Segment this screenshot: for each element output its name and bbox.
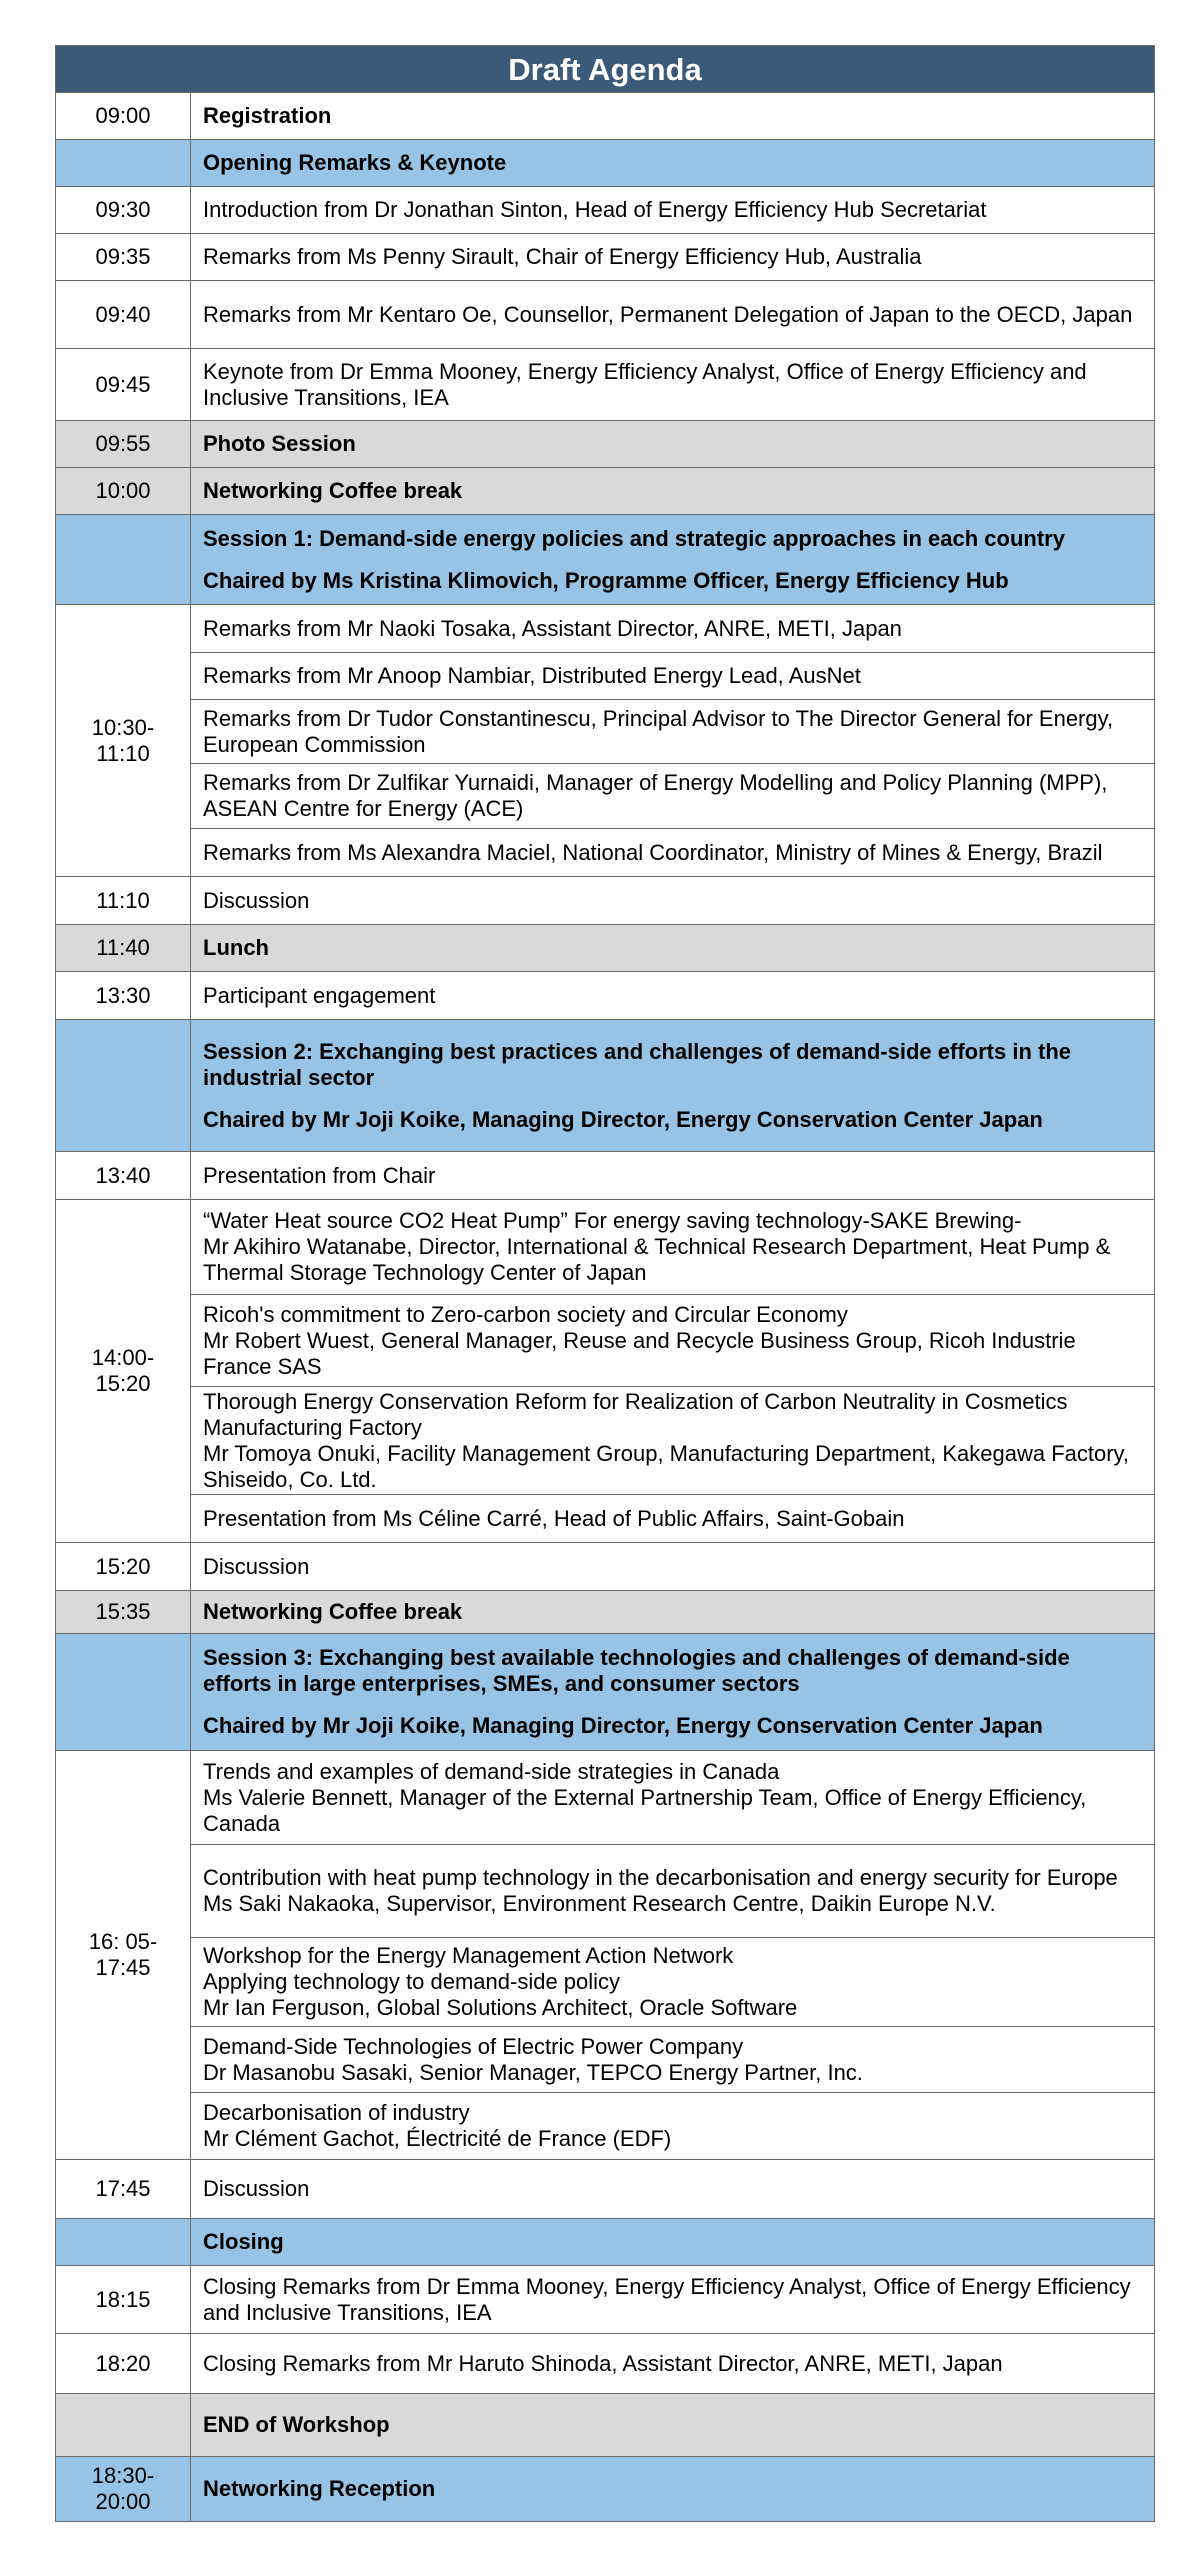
time-cell: 15:35 <box>56 1591 191 1634</box>
session-cell: Demand-Side Technologies of Electric Power Company Dr Masanobu Sasaki, Senior Manager, TEPCO Energy Partner, Inc. <box>191 2027 1155 2093</box>
time-cell: 09:40 <box>56 281 191 349</box>
agenda-row <box>56 234 1155 281</box>
time-cell <box>56 515 191 605</box>
agenda-row <box>56 877 1155 925</box>
session-cell: Lunch <box>191 925 1155 972</box>
time-cell: 10:30- 11:10 <box>56 605 191 877</box>
time-cell: 14:00- 15:20 <box>56 1200 191 1543</box>
session-cell: Discussion <box>191 877 1155 925</box>
session-cell: Presentation from Chair <box>191 1152 1155 1200</box>
session-cell: Remarks from Ms Penny Sirault, Chair of Energy Efficiency Hub, Australia <box>191 234 1155 281</box>
session-cell: Trends and examples of demand-side strategies in Canada Ms Valerie Bennett, Manager of the External Partnership Team, Office of Energy Efficiency, Canada <box>191 1751 1155 1845</box>
session-cell: Discussion <box>191 1543 1155 1591</box>
time-cell: 18:15 <box>56 2266 191 2334</box>
agenda-row <box>56 93 1155 140</box>
time-cell: 18:20 <box>56 2334 191 2394</box>
agenda-row <box>56 605 1155 653</box>
agenda-row <box>56 1020 1155 1152</box>
agenda-row <box>56 1200 1155 1295</box>
time-cell: 15:20 <box>56 1543 191 1591</box>
session-cell: Thorough Energy Conservation Reform for Realization of Carbon Neutrality in Cosmetics Manufacturing Factory Mr Tomoya Onuki, Facility Management Group, Manufacturing Department, Kakegawa Factory, Shiseido, Co. Ltd. <box>191 1387 1155 1495</box>
time-cell: 11:40 <box>56 925 191 972</box>
session-cell: Opening Remarks & Keynote <box>191 140 1155 187</box>
session-cell <box>191 1634 1155 1751</box>
agenda-row <box>56 1751 1155 1845</box>
agenda-row <box>56 2334 1155 2394</box>
agenda-row <box>56 1938 1155 2027</box>
agenda-row <box>56 1591 1155 1634</box>
session-chair: Chaired by Ms Kristina Klimovich, Programme Officer, Energy Efficiency Hub <box>203 567 1009 593</box>
session-cell: Closing Remarks from Dr Emma Mooney, Energy Efficiency Analyst, Office of Energy Efficiency and Inclusive Transitions, IEA <box>191 2266 1155 2334</box>
agenda-row <box>56 2266 1155 2334</box>
time-cell: 10:00 <box>56 468 191 515</box>
agenda-row <box>56 2394 1155 2457</box>
session-cell: Networking Coffee break <box>191 468 1155 515</box>
session-title: Session 3: Exchanging best available technologies and challenges of demand-side efforts in large enterprises, SMEs, and consumer sectors <box>203 1645 1070 1696</box>
agenda-row <box>56 349 1155 421</box>
agenda-row <box>56 1295 1155 1387</box>
session-cell: Remarks from Dr Zulfikar Yurnaidi, Manager of Energy Modelling and Policy Planning (MPP), ASEAN Centre for Energy (ACE) <box>191 764 1155 829</box>
agenda-row <box>56 281 1155 349</box>
agenda-row <box>56 2457 1155 2522</box>
session-cell: Networking Coffee break <box>191 1591 1155 1634</box>
agenda-row <box>56 2093 1155 2160</box>
session-cell: Keynote from Dr Emma Mooney, Energy Efficiency Analyst, Office of Energy Efficiency and Inclusive Transitions, IEA <box>191 349 1155 421</box>
session-cell: Remarks from Mr Anoop Nambiar, Distributed Energy Lead, AusNet <box>191 653 1155 700</box>
agenda-document <box>55 45 1155 2522</box>
session-cell: Closing <box>191 2219 1155 2266</box>
session-cell: Contribution with heat pump technology in the decarbonisation and energy security for Europe Ms Saki Nakaoka, Supervisor, Environment Research Centre, Daikin Europe N.V. <box>191 1845 1155 1938</box>
session-cell: Networking Reception <box>191 2457 1155 2522</box>
session-chair: Chaired by Mr Joji Koike, Managing Director, Energy Conservation Center Japan <box>203 1106 1043 1132</box>
agenda-row <box>56 829 1155 877</box>
time-cell <box>56 140 191 187</box>
session-chair: Chaired by Mr Joji Koike, Managing Director, Energy Conservation Center Japan <box>203 1713 1043 1738</box>
session-cell: Presentation from Ms Céline Carré, Head of Public Affairs, Saint-Gobain <box>191 1495 1155 1543</box>
session-cell: Discussion <box>191 2160 1155 2219</box>
session-cell: Workshop for the Energy Management Action Network Applying technology to demand-side policy Mr Ian Ferguson, Global Solutions Architect, Oracle Software <box>191 1938 1155 2027</box>
time-cell: 09:55 <box>56 421 191 468</box>
time-cell: 18:30- 20:00 <box>56 2457 191 2522</box>
agenda-row <box>56 515 1155 605</box>
time-cell: 09:30 <box>56 187 191 234</box>
agenda-row <box>56 468 1155 515</box>
time-cell: 13:40 <box>56 1152 191 1200</box>
time-cell: 09:45 <box>56 349 191 421</box>
time-cell <box>56 2394 191 2457</box>
agenda-row <box>56 1152 1155 1200</box>
time-cell <box>56 1634 191 1751</box>
agenda-row <box>56 421 1155 468</box>
time-cell: 16: 05- 17:45 <box>56 1751 191 2160</box>
agenda-row <box>56 925 1155 972</box>
agenda-title: Draft Agenda <box>55 45 1155 92</box>
agenda-row <box>56 700 1155 764</box>
session-cell: Introduction from Dr Jonathan Sinton, Head of Energy Efficiency Hub Secretariat <box>191 187 1155 234</box>
session-cell: Remarks from Dr Tudor Constantinescu, Principal Advisor to The Director General for Energy, European Commission <box>191 700 1155 764</box>
agenda-row <box>56 1387 1155 1495</box>
agenda-row <box>56 1543 1155 1591</box>
time-cell <box>56 1020 191 1152</box>
session-title: Session 1: Demand-side energy policies and strategic approaches in each country <box>203 525 1065 551</box>
time-cell: 13:30 <box>56 972 191 1020</box>
session-cell <box>191 515 1155 605</box>
agenda-row <box>56 187 1155 234</box>
session-title: Session 2: Exchanging best practices and challenges of demand-side efforts in the industrial sector <box>203 1038 1071 1090</box>
agenda-row <box>56 2160 1155 2219</box>
session-cell: Decarbonisation of industry Mr Clément Gachot, Électricité de France (EDF) <box>191 2093 1155 2160</box>
time-cell: 09:35 <box>56 234 191 281</box>
agenda-row <box>56 972 1155 1020</box>
agenda-row <box>56 2219 1155 2266</box>
session-cell <box>191 1020 1155 1152</box>
session-cell: Remarks from Ms Alexandra Maciel, National Coordinator, Ministry of Mines & Energy, Brazil <box>191 829 1155 877</box>
time-cell: 17:45 <box>56 2160 191 2219</box>
session-cell: Closing Remarks from Mr Haruto Shinoda, Assistant Director, ANRE, METI, Japan <box>191 2334 1155 2394</box>
session-cell: Registration <box>191 93 1155 140</box>
agenda-row <box>56 140 1155 187</box>
session-cell: Remarks from Mr Kentaro Oe, Counsellor, Permanent Delegation of Japan to the OECD, Japan <box>191 281 1155 349</box>
agenda-row <box>56 764 1155 829</box>
agenda-row <box>56 1495 1155 1543</box>
agenda-row <box>56 1634 1155 1751</box>
time-cell <box>56 2219 191 2266</box>
agenda-row <box>56 2027 1155 2093</box>
session-cell: “Water Heat source CO2 Heat Pump” For energy saving technology-SAKE Brewing- Mr Akihiro Watanabe, Director, International & Technical Research Department, Heat Pump & Thermal Storage Technology Center of Japan <box>191 1200 1155 1295</box>
time-cell: 11:10 <box>56 877 191 925</box>
session-cell: Remarks from Mr Naoki Tosaka, Assistant Director, ANRE, METI, Japan <box>191 605 1155 653</box>
session-cell: Ricoh's commitment to Zero-carbon society and Circular Economy Mr Robert Wuest, General Manager, Reuse and Recycle Business Group, Ricoh Industrie France SAS <box>191 1295 1155 1387</box>
agenda-table <box>55 92 1155 2522</box>
agenda-row <box>56 1845 1155 1938</box>
agenda-row <box>56 653 1155 700</box>
time-cell: 09:00 <box>56 93 191 140</box>
session-cell: Participant engagement <box>191 972 1155 1020</box>
session-cell: Photo Session <box>191 421 1155 468</box>
session-cell: END of Workshop <box>191 2394 1155 2457</box>
